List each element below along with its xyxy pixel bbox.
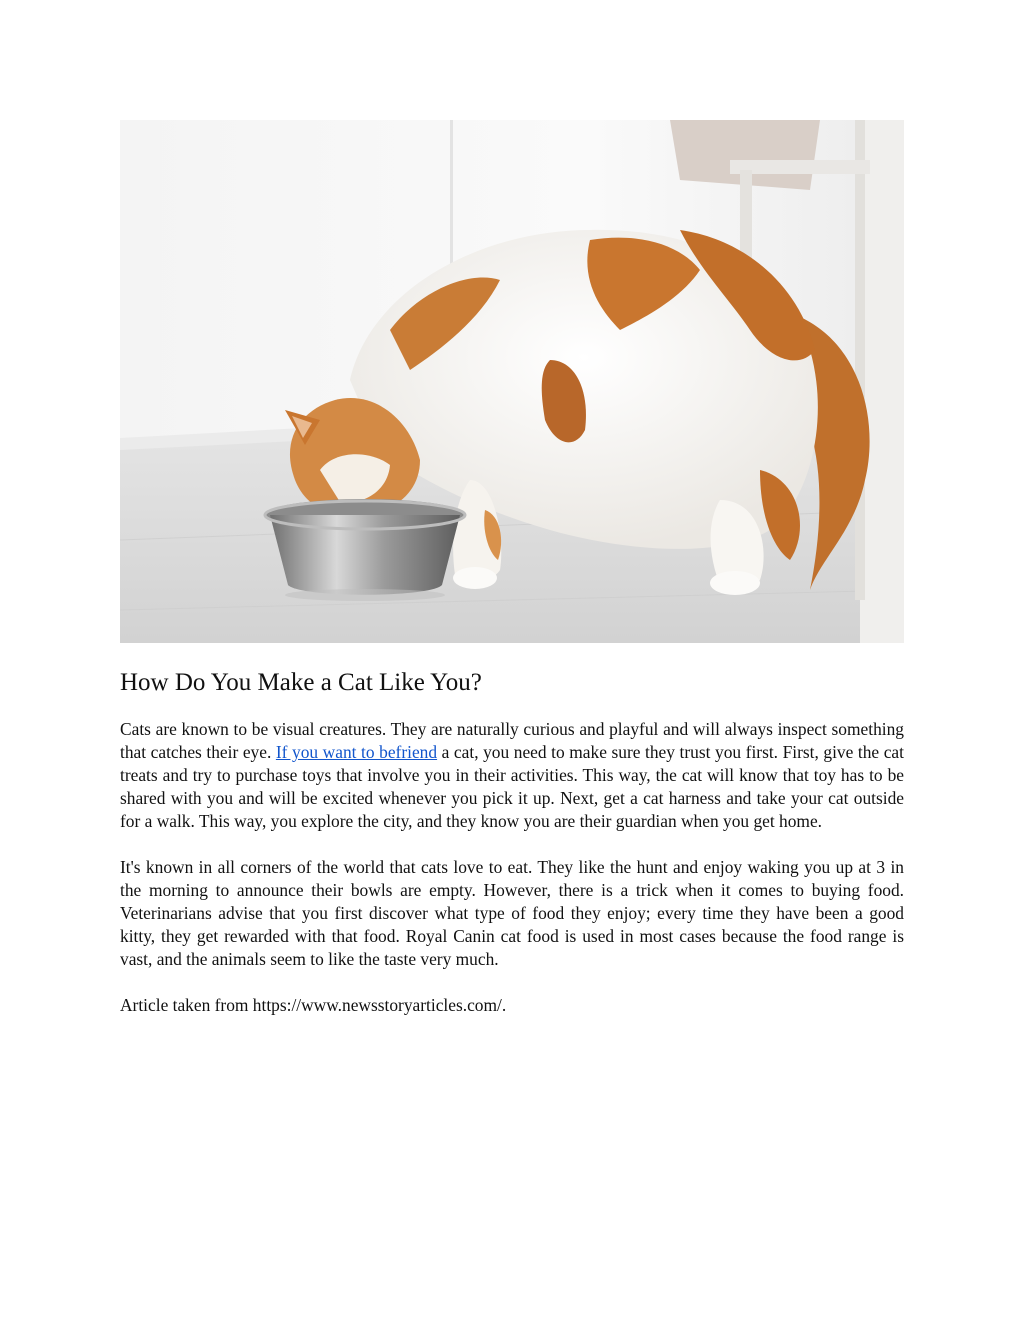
source-note: Article taken from https://www.newsstoryarticles.com/. — [120, 995, 507, 1015]
article-title: How Do You Make a Cat Like You? — [120, 669, 482, 696]
befriend-link[interactable]: If you want to befriend — [275, 742, 438, 762]
document-page — [120, 120, 904, 1017]
paragraph-1-text-end: a cat, you need to make sure they trust you first. First, give the cat treats and try to purchase toys that involve you in their activities. This way, the cat will know that toy has to be shared with you and will be excited whenever you pick it up. Next, get a cat harness and take your cat outside for a walk. This way, you explore the city, and they know you are their guardian when you get home. — [120, 742, 904, 831]
paragraph-1 — [120, 718, 904, 833]
paragraph-2: It's known in all corners of the world that cats love to eat. They like the hunt and enjoy waking you up at 3 in the morning to announce their bowls are empty. However, there is a trick when it comes to buying food. Veterinarians advise that you first discover what type of food they enjoy; every time they have been a good kitty, they get rewarded with that food. Royal Canin cat food is used in most cases because the food range is vast, and the animals seem to like the taste very much. — [120, 857, 904, 969]
paragraph-1-text-start: Cats are known to be visual creatures. They are naturally curious and playful and will always inspect something that catches their eye. — [120, 719, 904, 762]
cat-eating-photo — [120, 120, 904, 643]
